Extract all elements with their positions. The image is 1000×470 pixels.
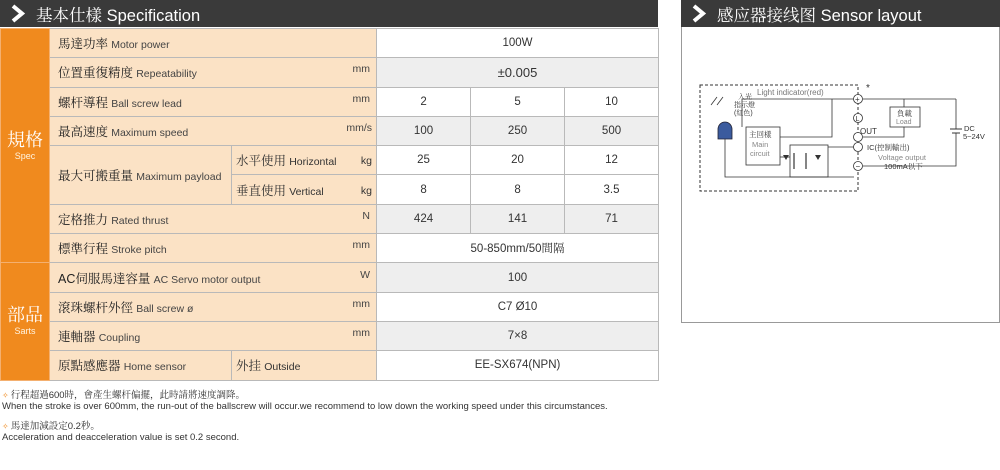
transistor-box	[790, 145, 828, 177]
spec-header	[0, 0, 658, 27]
bullet-icon: ✧	[2, 391, 9, 400]
load-en: Load	[896, 119, 912, 126]
cell-value: 50-850mm/50間隔	[377, 234, 659, 263]
cell-value: C7 Ø10	[377, 292, 659, 321]
cell-value: 100W	[377, 29, 659, 58]
light-cn-1: 入光	[738, 94, 752, 101]
cell-value: 8	[471, 175, 565, 204]
light-cn-3: (紅色)	[734, 110, 753, 117]
terminal-ic-icon	[854, 143, 863, 152]
led-icon	[718, 122, 732, 139]
table-row	[1, 263, 659, 292]
diode-icon	[783, 155, 789, 160]
group-spec: 規格 Spec	[1, 29, 50, 263]
cell-value: 8	[377, 175, 471, 204]
cell-value: 500	[565, 116, 659, 145]
wire	[742, 99, 854, 127]
cell-value: 25	[377, 146, 471, 175]
bullet-icon: ✧	[2, 422, 9, 431]
notes	[2, 390, 608, 443]
table-row	[1, 146, 659, 175]
main-cn: 主回樣	[749, 130, 772, 139]
row-label: 滾珠螺杆外徑 Ball screw ø mm	[50, 292, 377, 321]
sensor-header	[681, 0, 1000, 27]
cell-value: EE-SX674(NPN)	[377, 351, 659, 380]
table-row	[1, 292, 659, 321]
dc-label: DC	[964, 124, 975, 133]
load-cn: 負載	[897, 109, 912, 118]
row-label: 位置重復精度 Repeatability mm	[50, 58, 377, 87]
note-line: ✧ 行程超過600時，會產生螺杆偏擺，此時請將速度調降。	[2, 390, 246, 401]
minus-sign: −	[855, 162, 861, 171]
wiring-diagram-svg	[682, 27, 1000, 323]
diode-icon	[815, 155, 821, 160]
cell-value: 5	[471, 87, 565, 116]
cell-value: 7×8	[377, 321, 659, 350]
table-row	[1, 116, 659, 145]
note-line: When the stroke is over 600mm, the run-out of the ballscrew will occur.we recommend to low down the working speed under this circumstances.	[2, 401, 608, 412]
sensor-title: 感应器接线图 Sensor layout	[717, 6, 922, 25]
group-parts: 部品 Sarts	[1, 263, 50, 380]
out-label: OUT	[860, 127, 877, 136]
cell-value: 2	[377, 87, 471, 116]
table-row	[1, 321, 659, 350]
cell-value: 12	[565, 146, 659, 175]
row-label: 標準行程 Stroke pitch mm	[50, 234, 377, 263]
wire	[725, 157, 854, 177]
cell-value: 20	[471, 146, 565, 175]
sub-label: 外挂 Outside	[232, 351, 377, 380]
row-label: 連軸器 Coupling mm	[50, 321, 377, 350]
row-label: 定格推力 Rated thrust N	[50, 204, 377, 233]
star-mark: *	[866, 83, 870, 94]
cell-value: ±0.005	[377, 58, 659, 87]
main-en-2: circuit	[750, 149, 770, 158]
chevron-right-icon	[689, 0, 711, 27]
light-arrow	[717, 97, 723, 105]
light-indicator-label: Light indicator(red)	[757, 88, 824, 97]
light-arrow	[711, 97, 717, 105]
cell-value: 100	[377, 116, 471, 145]
row-label: 螺杆導程 Ball screw lead mm	[50, 87, 377, 116]
voltage-output-label: Voltage output	[878, 153, 926, 162]
cell-value: 10	[565, 87, 659, 116]
row-label: 最大可搬重量 Maximum payload	[50, 146, 232, 205]
spec-title: 基本仕樣 Specification	[36, 6, 201, 25]
cell-value: 250	[471, 116, 565, 145]
table-row	[1, 351, 659, 380]
table-row	[1, 58, 659, 87]
l-mark: L	[855, 116, 860, 123]
light-cn-2: 指示燈	[734, 102, 755, 109]
table-row	[1, 234, 659, 263]
table-row	[1, 204, 659, 233]
cell-value: 3.5	[565, 175, 659, 204]
dc-range: 5~24V	[963, 132, 985, 141]
table-row	[1, 29, 659, 58]
note-line: ✧ 馬達加減設定0.2秒。	[2, 421, 100, 432]
cell-value: 424	[377, 204, 471, 233]
ic-label: IC(控制輸出)	[867, 143, 910, 152]
row-label: 馬達功率 Motor power	[50, 29, 377, 58]
sensor-diagram	[681, 27, 1000, 323]
row-label: 原點感應器 Home sensor	[50, 351, 232, 380]
cell-value: 100	[377, 263, 659, 292]
sub-label: 垂直使用 Vertical kg	[232, 175, 377, 204]
wire	[780, 99, 832, 137]
sub-label: 水平使用 Horizontal kg	[232, 146, 377, 175]
table-row	[1, 87, 659, 116]
plus-sign: +	[855, 95, 860, 104]
note-line: Acceleration and deacceleration value is set 0.2 second.	[2, 432, 240, 443]
main-en-1: Main	[752, 140, 769, 149]
chevron-right-icon	[8, 0, 30, 27]
cell-value: 71	[565, 204, 659, 233]
cell-value: 141	[471, 204, 565, 233]
spec-table	[0, 28, 659, 381]
row-label: AC伺服馬達容量 AC Servo motor output W	[50, 263, 377, 292]
current-label: 100mA以下	[884, 162, 923, 171]
row-label: 最高速度 Maximum speed mm/s	[50, 116, 377, 145]
